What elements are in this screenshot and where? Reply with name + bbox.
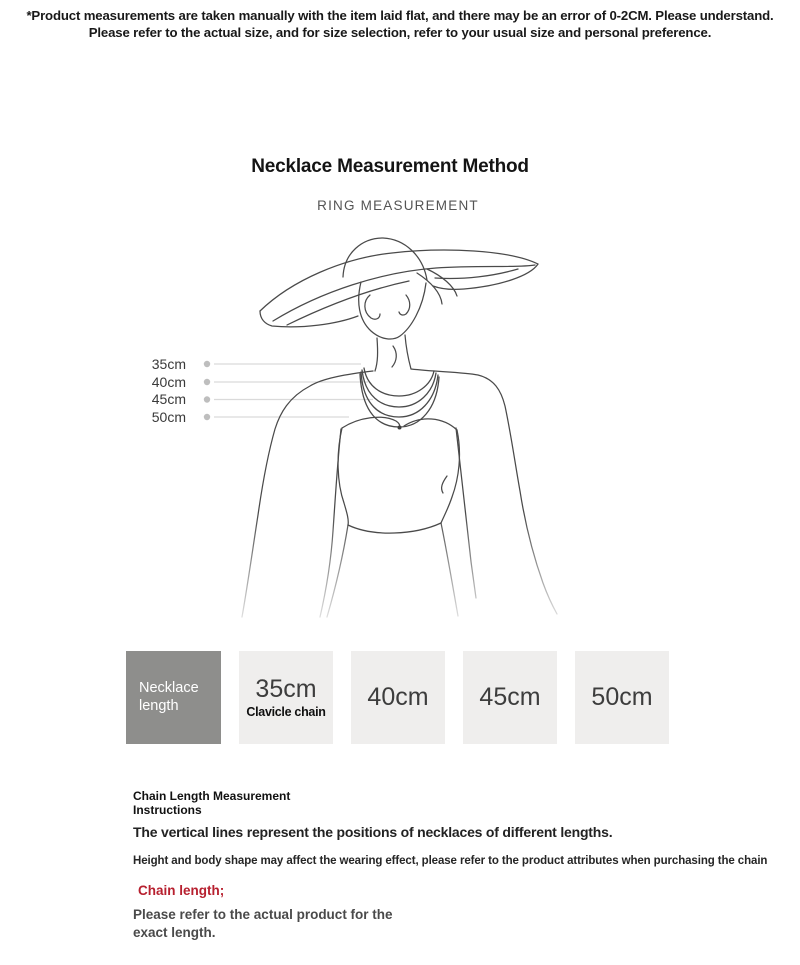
page-title: Necklace Measurement Method [251, 156, 529, 177]
notes-detail-statement: Height and body shape may affect the wearing effect, please refer to the product attributes when purchasing the chain [133, 855, 768, 867]
notes-main-statement: The vertical lines represent the positions of necklaces of different lengths. [133, 824, 613, 840]
chain-length-note: Please refer to the actual product for the exact length. [133, 907, 393, 940]
neck-sketch [375, 335, 411, 371]
length-label-50cm: 50cm [151, 409, 186, 425]
diagram-subtitle: RING MEASUREMENT [317, 198, 479, 213]
size-name: Clavicle chain [246, 705, 326, 719]
notes-heading-line2: Instructions [133, 803, 202, 817]
size-value: 40cm [367, 683, 429, 711]
size-option-40cm [351, 651, 445, 744]
length-label-40cm: 40cm [151, 374, 186, 390]
pendant-dot [398, 426, 402, 430]
leader-dots [204, 361, 210, 420]
leader-lines [214, 364, 373, 417]
bodice-sketch [338, 417, 459, 533]
size-legend [126, 651, 669, 744]
size-value: 35cm [255, 675, 317, 703]
size-legend-header-line2: length [139, 697, 179, 714]
size-value: 45cm [479, 683, 541, 711]
size-legend-header [126, 651, 221, 744]
length-label-45cm: 45cm [151, 391, 186, 407]
size-value: 50cm [591, 683, 653, 711]
arms-sketch [242, 369, 557, 617]
hat-sketch [260, 238, 538, 327]
notes-heading-line1: Chain Length Measurement [133, 789, 291, 803]
notes-heading [133, 789, 290, 817]
chain-length-label: Chain length; [138, 883, 225, 898]
size-option-50cm [575, 651, 669, 744]
size-option-45cm [463, 651, 557, 744]
size-legend-header-line1: Necklace [139, 680, 199, 696]
size-option-35cm [239, 651, 333, 744]
measurement-disclaimer: *Product measurements are taken manually with the item laid flat, and there may be an error of 0-2CM. Please understand. Please refer to the actual size, and for size selection, refer to your usual size and personal preference. [26, 8, 774, 41]
length-label-35cm: 35cm [151, 356, 186, 372]
face-sketch [359, 269, 457, 339]
